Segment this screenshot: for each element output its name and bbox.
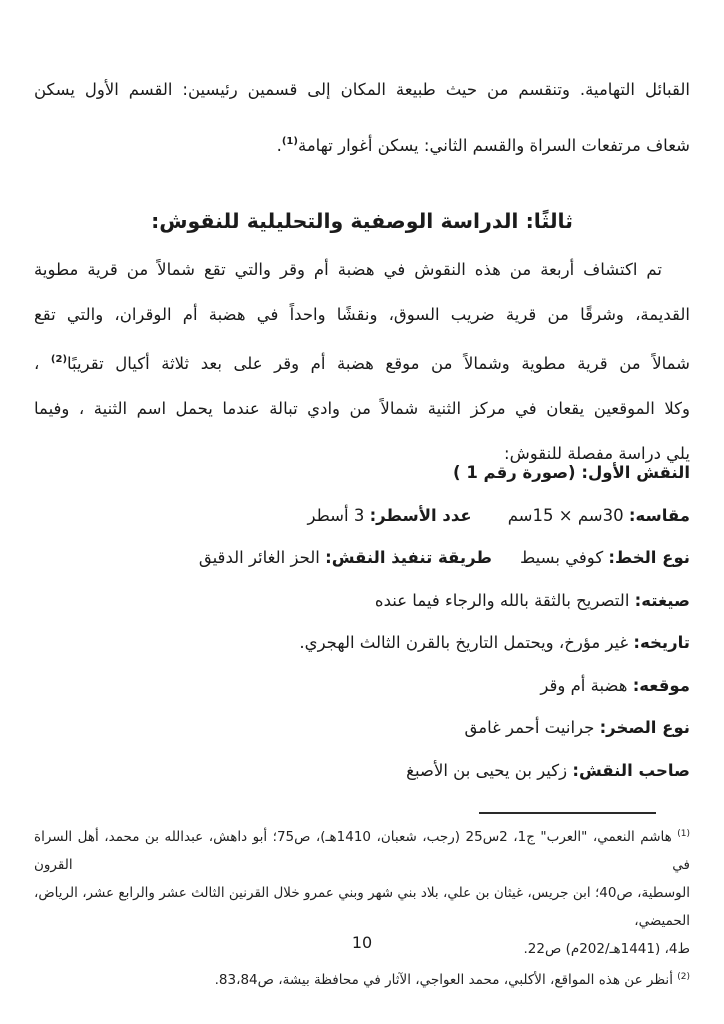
- footnote-1-line-2: الوسطية، ص40؛ ابن جريس، غيثان بن علي، بلاد بني شهر وبني عمرو خلال القرنين الثالث عشر والرابع عشر، الرياض، الحميضي،: [34, 885, 690, 929]
- paragraph-line-3: [34, 337, 690, 386]
- formula-label: صيغته:: [634, 590, 690, 610]
- paragraph-line-4: وكلا الموقعين يقعان في مركز الثنية شمالاً من وادي تبالة عندما يحمل اسم الثنية ، وفيما: [34, 399, 690, 418]
- detail-owner: [34, 750, 690, 793]
- detail-rock-type: [34, 707, 690, 750]
- footnote-ref-2: (2): [50, 354, 68, 365]
- footnote-2-line: [34, 963, 690, 994]
- footnotes: [34, 820, 690, 994]
- paragraph-line-1: تم اكتشاف أربعة من هذه النقوش في هضبة أم وقر والتي تقع شمالاً من قرية مطوية: [34, 260, 662, 279]
- page-number: 10: [351, 933, 373, 952]
- detail-formula: [34, 580, 690, 623]
- line-count-label: عدد الأسطر:: [369, 505, 472, 525]
- paragraph-line-3-text: شمالاً من قرية مطوية وشمالاً من موقع هضبة أم وقر على بعد ثلاثة أكيال تقريبًا: [67, 354, 690, 373]
- footnote-1-text-1: هاشم النعمي، "العرب" ج1، 2س25 (رجب، شعبان، 1410هـ)، ص75؛ أبو داهش، عبدالله بن محمد، أهل السراة في القرون: [34, 829, 690, 873]
- inscription-title-text: النقش الأول: (صورة رقم 1 ): [453, 463, 690, 482]
- inscription-details: [34, 452, 690, 792]
- owner-label: صاحب النقش:: [572, 760, 690, 780]
- paragraph-line-2: القديمة، وشرقًا من قرية ضريب السوق، ونقشًا واحداً في هضبة أم الوقران، والتي تقع: [34, 305, 690, 324]
- footnote-1-line-3: ط4، (1441هـ/202م) ص22.: [523, 941, 690, 957]
- intro-line-1: القبائل التهامية. وتنقسم من حيث طبيعة المكان إلى قسمين رئيسين: القسم الأول يسكن: [34, 80, 690, 99]
- size-label: مقاسه:: [628, 505, 690, 525]
- detail-size-lines: [34, 495, 690, 538]
- description-paragraph: [34, 247, 690, 476]
- formula-value: التصريح بالثقة بالله والرجاء فيما عنده: [374, 590, 635, 610]
- script-type-value: كوفي بسيط: [519, 548, 609, 567]
- date-label: تاريخه:: [633, 633, 690, 652]
- footnote-2-marker: (2): [677, 972, 690, 982]
- footnote-1-line-1: [34, 820, 690, 879]
- location-label: موقعه:: [632, 675, 690, 695]
- location-value: هضبة أم وقر: [540, 675, 633, 695]
- size-value: 30سم × 15سم: [507, 505, 629, 525]
- footnote-ref-1: (1): [281, 136, 298, 147]
- footnote-separator: [479, 812, 656, 814]
- section-heading: ثالثًا: الدراسة الوصفية والتحليلية للنقوش:: [151, 208, 573, 233]
- intro-line-2-period: .: [276, 136, 282, 155]
- line-count-value: 3 أسطر: [307, 505, 370, 525]
- detail-location: [34, 665, 690, 708]
- intro-line-2-text: شعاف مرتفعات السراة والقسم الثاني: يسكن أغوار تهامة: [297, 136, 690, 155]
- footnote-2-text: أنظر عن هذه المواقع، الأكلبي، محمد العواجي، الآثار في محافظة بيشة، ص83،84.: [214, 972, 678, 988]
- intro-paragraph: [34, 64, 690, 172]
- detail-script-technique: [34, 537, 690, 580]
- rock-type-value: جرانيت أحمر غامق: [464, 718, 600, 737]
- technique-label: طريقة تنفيذ النقش:: [325, 548, 492, 567]
- inscription-title: [34, 452, 690, 495]
- paragraph-line-3-comma: ،: [34, 354, 51, 373]
- intro-line-2: [34, 116, 690, 172]
- detail-date: [34, 622, 690, 665]
- footnote-1-marker: (1): [677, 829, 690, 839]
- rock-type-label: نوع الصخر:: [599, 718, 690, 737]
- owner-value: زكير بن يحيى بن الأصبغ: [406, 760, 573, 780]
- script-type-label: نوع الخط:: [608, 548, 690, 567]
- technique-value: الحز الغائر الدقيق: [198, 548, 326, 567]
- date-value: غير مؤرخ، ويحتمل التاريخ بالقرن الثالث الهجري.: [299, 633, 634, 652]
- paragraph-line-5: يلي دراسة مفصلة للنقوش:: [504, 444, 690, 463]
